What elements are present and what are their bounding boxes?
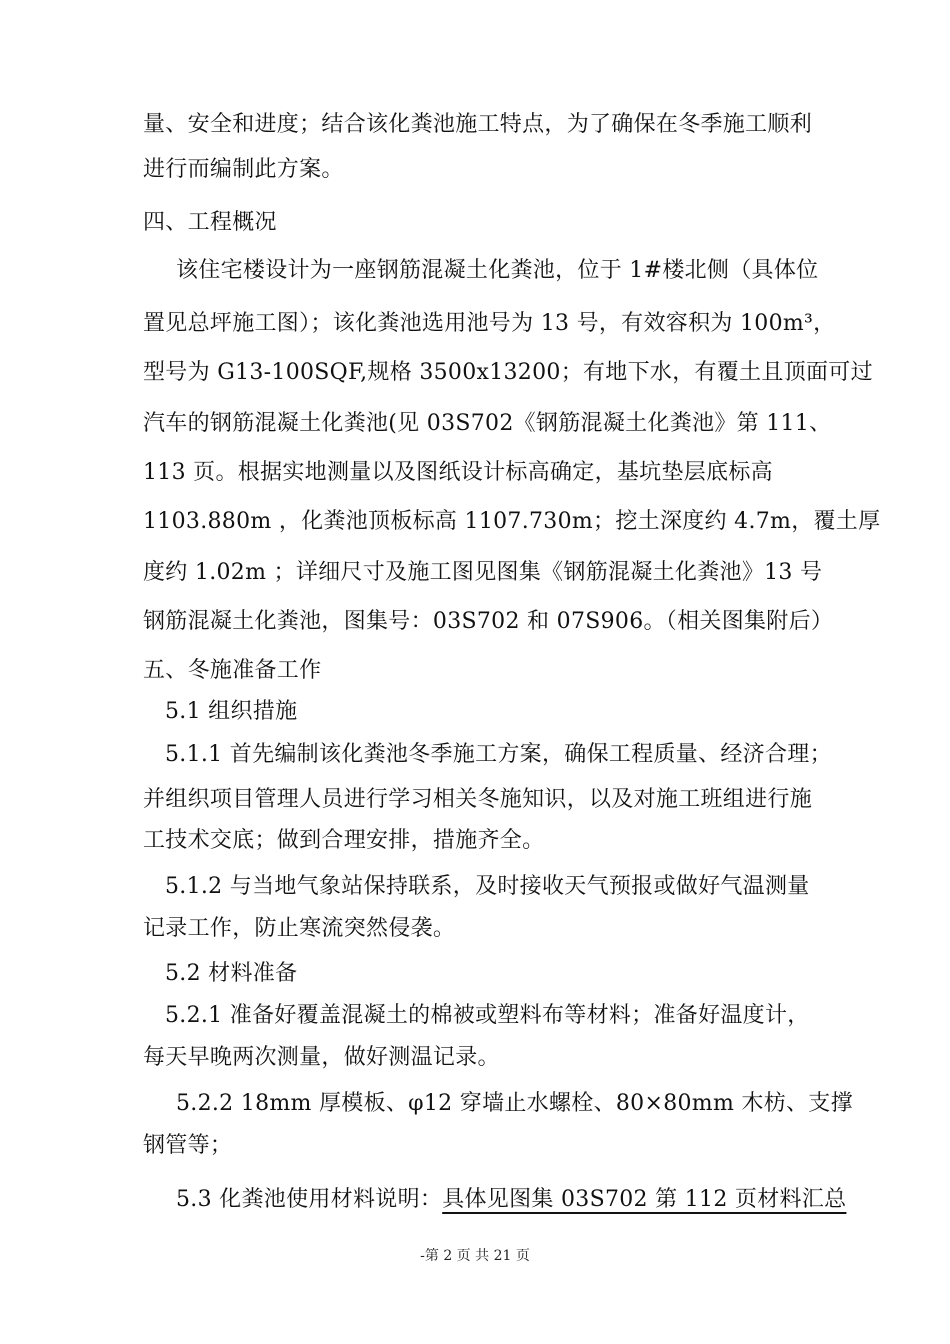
- paragraph-line: 该住宅楼设计为一座钢筋混凝土化粪池，位于 1#楼北侧（具体位: [176, 258, 819, 283]
- paragraph-line: [176, 1185, 846, 1215]
- paragraph-line: 5.2.2 18mm 厚模板、φ12 穿墙止水螺栓、80×80mm 木枋、支撑: [176, 1091, 853, 1116]
- subsection-heading: 5.2 材料准备: [165, 961, 298, 986]
- section-heading: 四、工程概况: [143, 210, 277, 235]
- paragraph-line: 5.1.2 与当地气象站保持联系，及时接收天气预报或做好气温测量: [165, 874, 810, 899]
- paragraph-line: 钢筋混凝土化粪池，图集号：03S702 和 07S906。（相关图集附后）: [143, 609, 834, 634]
- page-footer: -第 2 页 共 21 页: [420, 1248, 530, 1264]
- paragraph-line: 每天早晚两次测量，做好测温记录。: [143, 1045, 500, 1070]
- paragraph-line: 并组织项目管理人员进行学习相关冬施知识，以及对施工班组进行施: [143, 787, 813, 812]
- section-heading: 五、冬施准备工作: [143, 658, 322, 683]
- paragraph-line: 1103.880m ，化粪池顶板标高 1107.730m；挖土深度约 4.7m，覆土厚: [143, 509, 881, 534]
- paragraph-line: 度约 1.02m ；详细尺寸及施工图见图集《钢筋混凝土化粪池》13 号: [143, 560, 823, 585]
- paragraph-line: 记录工作，防止寒流突然侵袭。: [143, 916, 456, 941]
- paragraph-line: 型号为 G13-100SQF,规格 3500x13200；有地下水，有覆土且顶面可过: [143, 360, 873, 385]
- paragraph-line: 置见总坪施工图）；该化粪池选用池号为 13 号，有效容积为 100m³，: [143, 311, 836, 336]
- material-note-label: 5.3 化粪池使用材料说明：: [176, 1187, 443, 1212]
- paragraph-line: 进行而编制此方案。: [143, 157, 344, 182]
- material-reference-link: 具体见图集 03S702 第 112 页材料汇总: [442, 1187, 847, 1212]
- paragraph-line: 113 页。根据实地测量以及图纸设计标高确定，基坑垫层底标高: [143, 460, 773, 485]
- paragraph-line: 5.1.1 首先编制该化粪池冬季施工方案，确保工程质量、经济合理；: [165, 742, 832, 767]
- paragraph-line: 汽车的钢筋混凝土化粪池(见 03S702《钢筋混凝土化粪池》第 111、: [143, 411, 832, 436]
- paragraph-line: 工技术交底；做到合理安排，措施齐全。: [143, 828, 545, 853]
- paragraph-line: 钢管等；: [143, 1133, 233, 1158]
- paragraph-line: 量、安全和进度；结合该化粪池施工特点，为了确保在冬季施工顺利: [143, 112, 813, 137]
- paragraph-line: 5.2.1 准备好覆盖混凝土的棉被或塑料布等材料；准备好温度计，: [165, 1003, 810, 1028]
- subsection-heading: 5.1 组织措施: [165, 699, 298, 724]
